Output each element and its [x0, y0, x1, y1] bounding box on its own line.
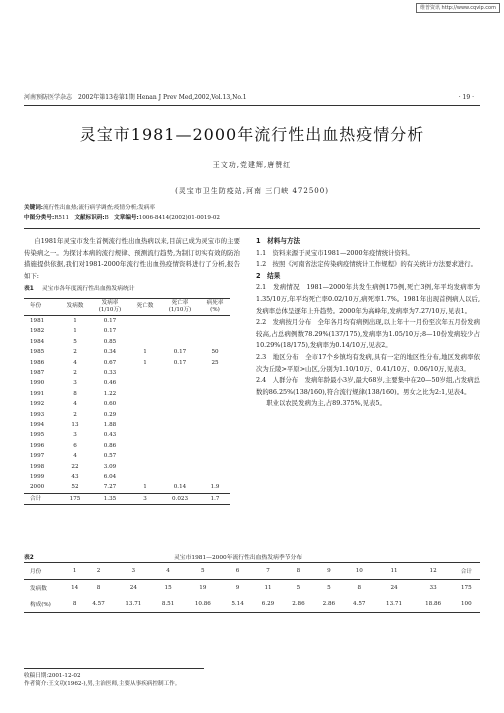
section-2-1: 2.1 发病情况 1981—2000年共发生病例175例,死亡3例,年平均发病率为1.35/10万,年平均死亡率0.02/10万,病死率1.7%。1981年出现首例病人以后,发病率总体呈逐年上升趋势。2000年为高峰年,发病率为7.27/10万,见表1。	[256, 283, 480, 315]
table1-cell: 0.43	[103, 432, 117, 439]
table1-row	[24, 315, 230, 326]
table1-cell: 1	[143, 484, 147, 491]
section-1-1: 1.1 资料来源于灵宝市1981—2000年疫情统计资料。	[256, 248, 414, 257]
clc-label: 中图分类号:	[24, 215, 55, 221]
table1-cell: 2000	[30, 484, 45, 491]
table1-cell	[200, 462, 230, 472]
table1-cell	[200, 420, 230, 430]
section-2-4: 2.4 人群分布 发病年龄最小3岁,最大68岁,主要集中在20—50岁组,占发病总数的86.25%(138/160),符合流行规律(138/160)。男女之比为2:1,见表4。	[256, 376, 480, 396]
table1-cell	[160, 337, 200, 347]
table1-cell	[130, 389, 160, 399]
table1-cell: 1995	[30, 432, 45, 439]
table1-row	[24, 430, 230, 440]
table1-cell: 1	[143, 349, 147, 356]
journal-info: 河南预防医学杂志 2002年第13卷第1期 Henan J Prev Med,2002,Vol.13,No.1	[24, 94, 247, 101]
table1-row	[24, 358, 230, 368]
table2-cases-cell: 14	[71, 585, 79, 591]
table2-month-cell: 3	[114, 563, 153, 580]
table1-cell: 0.023	[160, 493, 200, 504]
section-materials-heading: 1 材料与方法	[256, 237, 301, 245]
table1-row	[24, 378, 230, 388]
table1-cell: 合计	[24, 493, 60, 504]
table1-cell: 1994	[30, 422, 45, 429]
author-intro: 作者简介:王文功(1962-),男,主治医师,主要从事疾病控制工作。	[24, 681, 181, 687]
table2-cases-cell: 24	[390, 585, 398, 591]
table1-cell: 1987	[30, 370, 45, 376]
table2-pct-cell: 100	[453, 596, 480, 613]
keywords-line	[24, 204, 480, 212]
table1-cell: 0.17	[173, 359, 187, 366]
table2-cases-cell: 19	[199, 585, 207, 591]
table2-month-row	[24, 563, 480, 580]
table1-cell: 1.35	[90, 493, 130, 504]
table1-cell: 1996	[30, 442, 45, 449]
table1-body	[24, 315, 230, 504]
table1-cell: 13	[71, 422, 79, 429]
table1-row	[24, 410, 230, 420]
table1-cell: 0.17	[173, 349, 187, 356]
table1-cell	[130, 378, 160, 388]
table2-month-cell: 12	[414, 563, 453, 580]
table1-cell: 6	[73, 442, 77, 449]
table1-title: 灵宝市各年度流行性出血热发病统计	[41, 286, 135, 293]
table1-cell: 175	[60, 493, 90, 504]
th-fatality	[200, 298, 230, 315]
table1-cell: 1993	[30, 411, 45, 418]
table1-cell	[200, 315, 230, 326]
table1-cell: 1	[73, 317, 77, 324]
table1-cell: 50	[211, 349, 219, 356]
table2-month-cell: 2	[83, 563, 113, 580]
table1-cell	[200, 451, 230, 461]
table1-cell	[130, 441, 160, 451]
table2-pct-row	[24, 596, 480, 613]
footnote	[24, 668, 204, 688]
table1-cell	[200, 389, 230, 399]
table1-row	[24, 420, 230, 430]
table1-cell: 1990	[30, 380, 45, 387]
table2-month-cell: 7	[253, 563, 283, 580]
th-year: 年份	[24, 298, 60, 315]
table1-cell: 3.09	[103, 463, 117, 470]
section-1-2: 1.2 按照《河南省法定传染病疫情统计工作规程》的有关统计方法要求进行。	[256, 260, 478, 269]
keywords-label: 关键词:	[24, 205, 44, 211]
classification-line	[24, 214, 480, 222]
table1-cell: 1985	[30, 349, 45, 356]
table1-cell: 3	[130, 493, 160, 504]
table1-cell: 3	[73, 380, 77, 387]
left-column	[24, 236, 240, 505]
table1-cell: 0.60	[103, 401, 117, 408]
table1-cell: 25	[211, 359, 219, 366]
author-affiliation: (灵宝市卫生防疫站,河南 三门峡 472500)	[175, 187, 329, 195]
table1-cell	[200, 368, 230, 378]
th-mortality-label: 死亡率	[171, 299, 189, 306]
watermark: 维普资讯 http://www.cqvip.com	[416, 3, 500, 13]
table2-caption	[24, 552, 480, 562]
table1-cell	[200, 337, 230, 347]
table1-row	[24, 389, 230, 399]
table1-cell: 2	[73, 411, 77, 418]
table2-cases-cell: 8	[357, 585, 362, 591]
th-deaths: 死亡数	[130, 298, 160, 315]
table1-cell	[160, 399, 200, 409]
table1-cell: 0.85	[103, 338, 117, 345]
table1-cell: 0.46	[103, 380, 117, 387]
table2-label: 表2	[24, 555, 34, 561]
table1-cell	[200, 472, 230, 482]
table1-row	[24, 326, 230, 336]
table2	[24, 562, 480, 613]
table1-row	[24, 368, 230, 378]
article-title: 灵宝市1981—2000年流行性出血热疫情分析	[79, 125, 425, 144]
table2-pct-label: 构成(%)	[24, 596, 66, 613]
table1-cell: 1992	[30, 401, 45, 408]
table1-cell: 1999	[30, 474, 45, 481]
table2-pct-cell: 8	[66, 596, 83, 613]
table1-cell	[200, 378, 230, 388]
article-no-label: 文章编号:	[114, 215, 139, 221]
table1-cell	[160, 315, 200, 326]
table1-cell: 43	[71, 474, 79, 481]
table2-month-cell: 8	[283, 563, 313, 580]
table1-cell	[130, 399, 160, 409]
table1-cell: 0.17	[103, 328, 117, 335]
table1-row	[24, 472, 230, 482]
table1-cell	[160, 441, 200, 451]
table1-row	[24, 399, 230, 409]
table2-cases-cell: 5	[296, 585, 301, 591]
table1-cell: 4	[73, 453, 77, 460]
table1-cell	[160, 462, 200, 472]
table2-title: 灵宝市1981—2000年流行性出血热发病季节分布	[174, 555, 303, 561]
table1-cell: 8	[73, 390, 77, 397]
table2-pct-cell: 6.29	[253, 596, 283, 613]
table1-cell: 2	[73, 370, 77, 376]
table1-cell: 0.67	[103, 359, 117, 366]
section-2-4-occupation: 职业以农民发病为主,占89.375%,见表5。	[266, 399, 386, 408]
section-results-heading: 2 结果	[256, 271, 281, 280]
table1-cell	[160, 410, 200, 420]
table2-cases-cell: 33	[429, 585, 437, 591]
table1-cell	[130, 368, 160, 378]
table1-cell	[130, 472, 160, 482]
table1-cell: 22	[71, 463, 79, 470]
table2-pct-cell: 4.57	[344, 596, 374, 613]
table1-cell: 1.22	[103, 390, 117, 397]
intro-paragraph: 自1981年灵宝市发生首例流行性出血热病以来,目前已成为灵宝市的主要传染病之一。为探讨本病的流行规律、预测流行趋势,为制订切实有效的防治措施提供依据,我们对1981-2000年流行性出血热疫情资料进行了分析,报告如下:	[24, 237, 240, 280]
table1-cell: 0.14	[173, 484, 187, 491]
table1-cell: 0.57	[103, 453, 117, 460]
running-header	[24, 94, 480, 106]
table2-cases-cell: 11	[264, 585, 272, 591]
table1-cell: 4	[73, 401, 77, 408]
table1-cell	[160, 451, 200, 461]
doc-code-value: B	[104, 215, 109, 221]
table1-label: 表1	[24, 286, 34, 293]
th-mortality	[160, 298, 200, 315]
th-incidence-unit: (1/10万)	[98, 306, 122, 313]
table1-cell: 1997	[30, 453, 45, 460]
table1-cell: 1991	[30, 390, 45, 397]
meta-divider	[24, 228, 480, 229]
table1-row	[24, 441, 230, 451]
table1-cell	[200, 430, 230, 440]
table1-cell: 1.88	[103, 422, 117, 429]
table1-caption	[24, 284, 240, 296]
table2-cases-cell: 175	[460, 585, 472, 591]
table1-cell	[160, 472, 200, 482]
doc-code-label: 文献标识码:	[74, 215, 105, 221]
table2-cases-cell: 5	[327, 585, 331, 591]
th-cases: 发病数	[60, 298, 90, 315]
table2-month-cell: 6	[222, 563, 252, 580]
received-date: 收稿日期:2001-12-02	[24, 673, 81, 679]
table1-cell: 1	[143, 359, 147, 366]
clc-value: R511	[54, 215, 70, 221]
table2-pct-cell: 13.71	[114, 596, 153, 613]
article-no-value: 1006-8414(2002)01-0019-02	[138, 215, 220, 221]
table2-pct-cell: 10.86	[183, 596, 222, 613]
table2-pct-cell: 18.86	[414, 596, 453, 613]
table2-pct-cell: 2.86	[314, 596, 344, 613]
table2-month-cell: 9	[314, 563, 344, 580]
th-fatality-unit: (%)	[210, 306, 220, 313]
table2-pct-cell: 2.86	[283, 596, 313, 613]
table1-cell	[160, 368, 200, 378]
table1-total-row	[24, 493, 230, 504]
table2-cases-row	[24, 580, 480, 597]
table2-pct-cell: 4.57	[83, 596, 113, 613]
table1-row	[24, 347, 230, 357]
table1-cell: 3	[73, 432, 77, 439]
table1-cell	[130, 430, 160, 440]
table1-cell: 4	[73, 359, 77, 366]
table1-cell: 1982	[30, 328, 45, 335]
table2-pct-cell: 8.51	[153, 596, 183, 613]
table2-month-cell: 4	[153, 563, 183, 580]
table1-header-row	[24, 298, 230, 315]
table1-cell	[160, 326, 200, 336]
table2-cases-cell: 9	[235, 585, 240, 591]
table2-month-cell: 1	[66, 563, 83, 580]
table1-cell	[130, 337, 160, 347]
table1-cell	[200, 410, 230, 420]
table1-cell: 1.9	[210, 484, 220, 491]
table1-cell: 0.17	[103, 317, 117, 324]
table1-cell: 0.29	[103, 411, 117, 418]
table2-cases-cell: 15	[164, 585, 172, 591]
table1-cell: 1986	[30, 359, 45, 366]
keywords-value: 流行性出血热;流行病学调查;疫情分析;发病率	[43, 205, 155, 211]
table1-cell	[130, 420, 160, 430]
table2-pct-cell: 13.71	[374, 596, 413, 613]
table1-cell	[200, 399, 230, 409]
table1-cell	[130, 451, 160, 461]
section-2-2: 2.2 发病按月分布 全年各月均有病例出现,以上年十一月份至次年五月份发病较高,占总病例数78.29%(137/175),发病率为1.05/10万;8—10份发病较少占10.29%(18/175),发病率为0.14/10万,见表2。	[256, 318, 480, 350]
table2-month-cell: 合计	[453, 563, 480, 580]
th-incidence	[90, 298, 130, 315]
table2-month-cell: 10	[344, 563, 374, 580]
table1-row	[24, 451, 230, 461]
table1-row	[24, 482, 230, 493]
page-number: · 19 ·	[458, 94, 474, 101]
table1-cell: 1984	[30, 338, 45, 345]
table1-cell: 5	[73, 338, 77, 345]
table1-cell: 0.33	[103, 370, 117, 376]
table2-month-cell: 5	[183, 563, 222, 580]
table1-cell: 1981	[30, 317, 45, 324]
table1-cell	[160, 420, 200, 430]
table1-cell: 6.04	[103, 474, 117, 481]
article-authors: 王文功,党建辉,唐赞红	[212, 161, 292, 169]
table1-cell: 52	[71, 484, 79, 491]
table1-cell	[200, 326, 230, 336]
table1-cell: 2	[73, 349, 77, 356]
table1-cell: 0.34	[103, 349, 117, 356]
table1-cell	[160, 378, 200, 388]
table1-cell: 0.86	[103, 442, 117, 449]
table1-cell: 1.7	[200, 493, 230, 504]
right-column	[256, 236, 480, 410]
section-2-3: 2.3 地区分布 全市17个乡镇均有发病,具有一定的地区性分布,地区发病率依次为丘陵>平原>山区,分别为1.10/10万、0.41/10万、0.06/10万,见表3。	[256, 352, 480, 373]
table1-cell: 1	[73, 328, 77, 335]
th-mortality-unit: (1/10万)	[168, 306, 192, 313]
table1-cell	[130, 462, 160, 472]
table2-cases-cell: 8	[96, 585, 101, 591]
table1-row	[24, 462, 230, 472]
table1-cell: 7.27	[103, 484, 117, 491]
table1-cell	[130, 410, 160, 420]
table2-pct-cell: 5.14	[222, 596, 252, 613]
table1	[24, 298, 230, 505]
table2-cases-cell: 24	[129, 585, 137, 591]
table2-cases-label: 发病数	[30, 586, 47, 592]
table1-row	[24, 337, 230, 347]
table1-cell	[160, 389, 200, 399]
th-fatality-label: 病死率	[206, 299, 224, 306]
table2-month-cell: 11	[374, 563, 413, 580]
table1-cell	[130, 326, 160, 336]
table2-block	[24, 552, 480, 613]
table1-cell	[130, 315, 160, 326]
table2-month-label: 月份	[24, 563, 66, 580]
table1-cell	[160, 430, 200, 440]
table1-cell: 1998	[30, 463, 45, 470]
table1-cell	[200, 441, 230, 451]
th-incidence-label: 发病率	[101, 299, 119, 306]
